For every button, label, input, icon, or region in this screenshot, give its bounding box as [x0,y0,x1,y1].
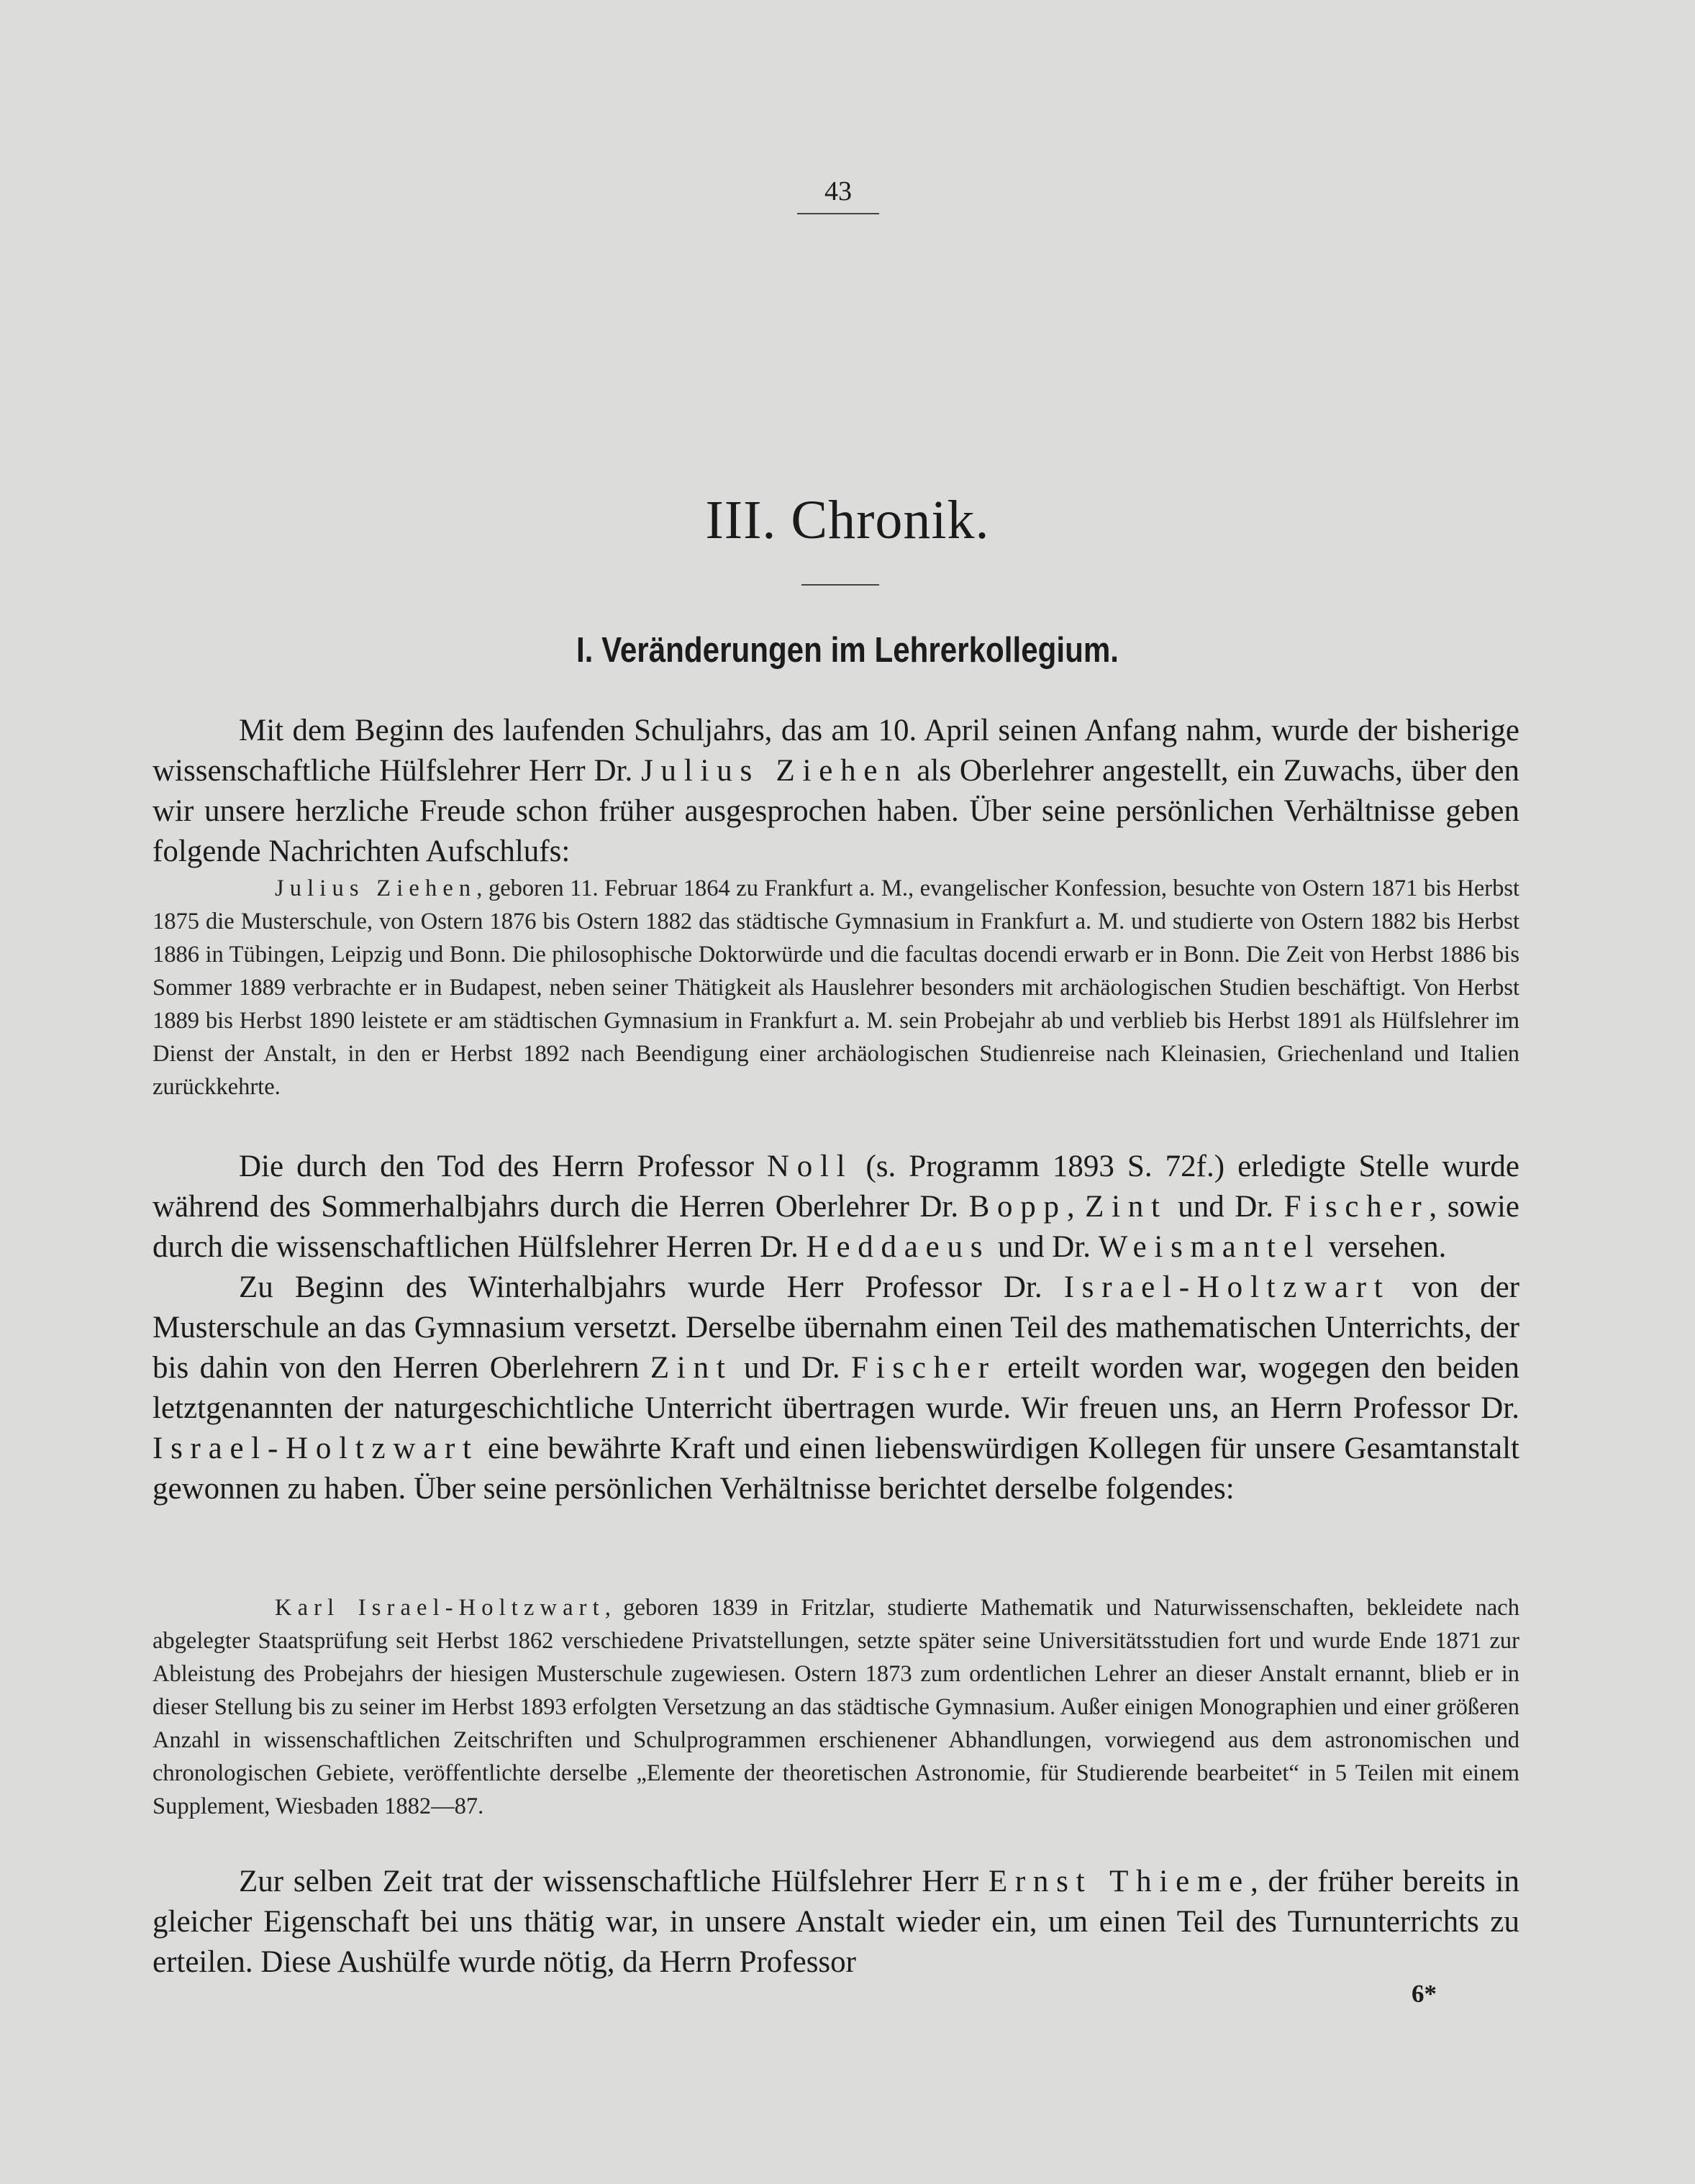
text-run: , sowie durch die wissenschaftlichen Hülfslehrer Herren Dr. [153,1190,1520,1264]
paragraph [153,1147,1519,1268]
paragraph-block-3 [153,1862,1519,1983]
paragraph [153,1862,1519,1983]
biography-paragraph [153,1591,1519,1823]
text-run: als Oberlehrer angestellt, ein Zuwachs, über den wir unsere herzliche Freude schon früher ausgesprochen haben. Über seine persönlichen Verhältnisse geben folgende Nachrichten Aufschlufs: [153,754,1519,868]
person-name: Bopp [968,1190,1067,1224]
biography-paragraph [153,872,1519,1104]
text-run: , geboren 11. Februar 1864 zu Frankfurt a. M., evangelischer Konfession, besuchte von Ostern 1871 bis Herbst 1875 die Musterschule, von Ostern 1876 bis Ostern 1882 das städtische Gymnasium in Frankfurt a. M. und studierte von Ostern 1882 bis Herbst 1886 in Tübingen, Leipzig und Bonn. Die philosophische Doktorwürde und die facultas docendi erwarb er in Bonn. Die Zeit von Herbst 1886 bis Sommer 1889 verbrachte er in Budapest, neben seiner Thätigkeit als Hauslehrer besonders mit archäologischen Studien beschäftigt. Von Herbst 1889 bis Herbst 1890 leistete er am städtischen Gymnasium in Frankfurt a. M. sein Probejahr ab und verblieb bis Herbst 1891 als Hülfslehrer im Dienst der Anstalt, in den er Herbst 1892 nach Beendigung einer archäologischen Studienreise nach Kleinasien, Griechenland und Italien zurückkehrte. [153,875,1519,1100]
section-title: I. Veränderungen im Lehrerkollegium. [576,631,1119,670]
text-run: , geboren 1839 in Fritzlar, studierte Mathematik und Naturwissenschaften, bekleidete nach abgelegter Staatsprüfung seit Herbst 1862 verschiedene Privatstellungen, setzte später seine Universitätsstudien fort und wurde Ende 1871 zur Ableistung des Probejahrs der hiesigen Musterschule zugewiesen. Ostern 1873 zum ordentlichen Lehrer an dieser Anstalt ernannt, blieb er in dieser Stellung bis zu seiner im Herbst 1893 erfolgten Versetzung an das städtische Gymnasium. Außer einigen Monographien und einer größeren Anzahl in wissenschaftlichen Zeitschriften und Schulprogrammen erschienener Abhandlungen, vorwiegend aus dem astronomischen und chronologischen Gebiete, veröffentlichte derselbe „Elemente der theoretischen Astronomie, für Studierende bearbeitet“ in 5 Teilen mit einem Supplement, Wiesbaden 1882—87. [153,1595,1519,1819]
person-name: Israel-Holtzwart [1063,1270,1391,1304]
paragraph-block-2 [153,1147,1519,1509]
person-name: Fischer [851,1351,996,1385]
person-name: Karl Israel-Holtzwart [275,1595,605,1621]
text-run: Die durch den Tod des Herrn Professor [239,1150,767,1183]
text-run: Zu Beginn des Winterhalbjahrs wurde Herr Professor Dr. [239,1270,1064,1304]
chapter-title: III. Chronik. [705,490,990,550]
text-run: von der Musterschule an das Gymnasium versetzt. Derselbe übernahm einen Teil des mathematischen Unterrichts, der bis dahin von den Herren Oberlehrern [153,1270,1519,1385]
person-name: Julius Ziehen [275,875,477,901]
biography-note-2 [153,1591,1519,1823]
person-name: Noll [766,1150,853,1183]
text-run: versehen. [1321,1230,1447,1264]
text-run: , [1066,1190,1086,1224]
person-name: Zint [650,1351,733,1385]
text-run: (s. Programm 1893 S. 72f.) erledigte Stelle wurde während des Sommerhalbjahrs durch die Herren Oberlehrer Dr. [153,1150,1519,1224]
person-name: Heddaeus [806,1230,991,1264]
person-name: Israel-Holtzwart [153,1432,479,1465]
page-number: 43 [797,176,879,214]
signature-mark: 6* [1412,1980,1437,2008]
person-name: Fischer [1283,1190,1430,1224]
person-name: Julius Ziehen [641,754,909,788]
text-run: Zur selben Zeit trat der wissenschaftliche Hülfslehrer Herr [239,1865,989,1898]
text-run: und Dr. [732,1351,852,1385]
divider-rule [801,584,879,586]
text-run: und Dr. [1167,1190,1284,1224]
paragraph [153,711,1519,872]
text-run: erteilt worden war, wogegen den beiden letztgenannten der naturgeschichtliche Unterricht übertragen wurde. Wir freuen uns, an Herrn Professor Dr. [153,1351,1519,1425]
text-run: , der früher bereits in gleicher Eigenschaft bei uns thätig war, in unsere Anstalt wieder ein, um einen Teil des Turnunterrichts zu erteilen. Diese Aushülfe wurde nötig, da Herrn Professor [153,1865,1519,1979]
text-run: Mit dem Beginn des laufenden Schuljahrs, das am 10. April seinen Anfang nahm, wurde der bisherige wissenschaftliche Hülfslehrer Herr Dr. [153,714,1519,788]
paragraph [153,1268,1519,1509]
person-name: Zint [1085,1190,1168,1224]
person-name: Weismantel [1098,1230,1322,1264]
paragraph-block-1 [153,711,1519,872]
biography-note-1 [153,872,1519,1104]
text-run: eine bewährte Kraft und einen liebenswürdigen Kollegen für unsere Gesamtanstalt gewonnen zu haben. Über seine persönlichen Verhältnisse berichtet derselbe folgendes: [153,1432,1519,1506]
text-run: und Dr. [990,1230,1099,1264]
person-name: Ernst Thieme [988,1865,1250,1898]
